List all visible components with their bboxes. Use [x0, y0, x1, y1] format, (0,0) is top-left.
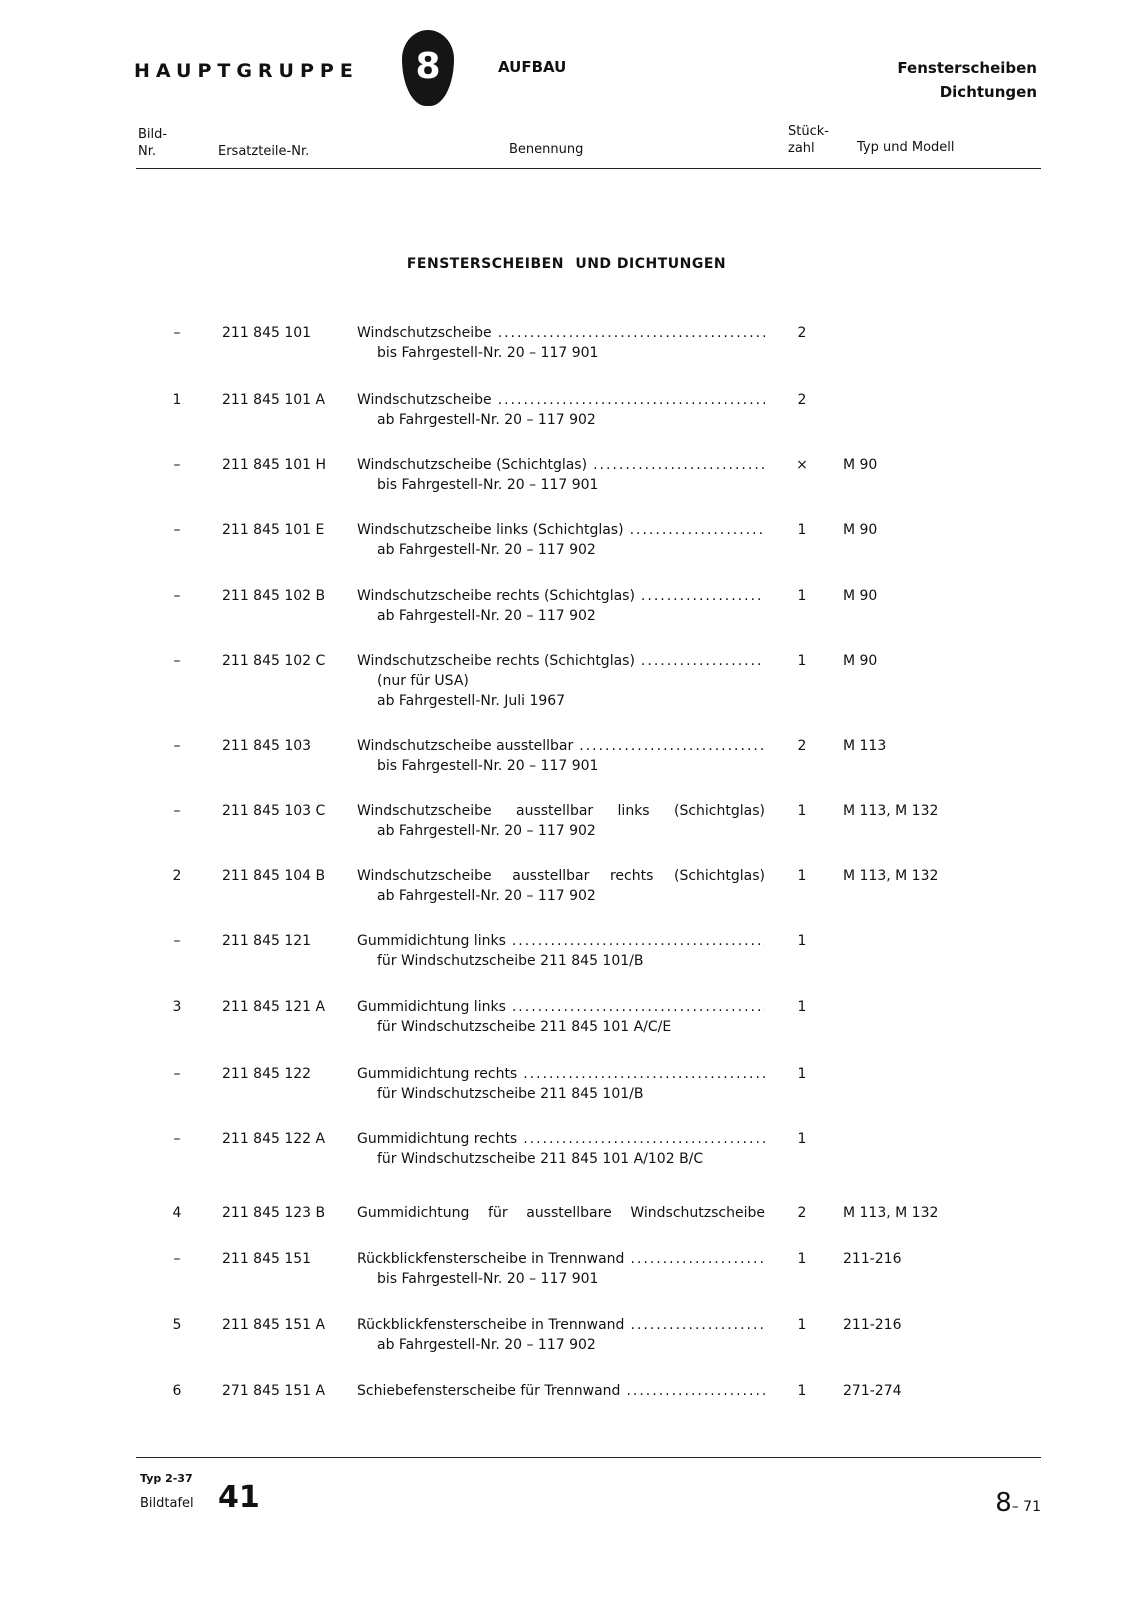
part-description-text: Gummidichtung rechts	[357, 1131, 518, 1147]
type-model: M 90	[843, 457, 878, 473]
part-description	[357, 455, 765, 495]
part-description-main	[357, 997, 765, 1017]
quantity: 1	[797, 653, 807, 669]
section-title-part2: UND DICHTUNGEN	[575, 256, 727, 272]
column-header-typ: Typ und Modell	[857, 140, 955, 155]
part-description-main	[357, 1381, 765, 1401]
bild-number: –	[173, 1066, 181, 1082]
part-description	[357, 736, 765, 776]
description-word: ausstellbare	[526, 1205, 612, 1221]
section-heading-line1: Fensterscheiben	[897, 59, 1037, 77]
column-header-stueck-line2: zahl	[788, 141, 815, 156]
part-description-text	[357, 866, 765, 886]
category-label: AUFBAU	[498, 58, 567, 76]
page-number-suffix: – 71	[1011, 1499, 1041, 1515]
part-description	[357, 997, 765, 1037]
part-description-note: ab Fahrgestell-Nr. Juli 1967	[377, 693, 566, 709]
quantity: 1	[797, 1317, 807, 1333]
part-description-note: für Windschutzscheibe 211 845 101/B	[377, 1086, 644, 1102]
description-word: Windschutzscheibe	[630, 1205, 765, 1221]
part-description-main	[357, 1315, 765, 1335]
part-description-text: Windschutzscheibe rechts (Schichtglas)	[357, 588, 635, 604]
quantity: 1	[797, 1066, 807, 1082]
part-description-text: Windschutzscheibe	[357, 325, 492, 341]
leader-dots	[641, 586, 765, 606]
part-description-note: ab Fahrgestell-Nr. 20 – 117 902	[377, 1337, 596, 1353]
part-description-main	[357, 866, 765, 886]
part-description-main	[357, 1064, 765, 1084]
footer-rule	[136, 1457, 1041, 1458]
part-description-text: Windschutzscheibe	[357, 392, 492, 408]
part-description-text	[357, 801, 765, 821]
part-description-main	[357, 801, 765, 821]
type-model: 211-216	[843, 1317, 902, 1333]
part-description-note: ab Fahrgestell-Nr. 20 – 117 902	[377, 542, 596, 558]
part-number: 211 845 101 A	[222, 392, 326, 408]
part-number: 211 845 102 C	[222, 653, 326, 669]
leader-dots	[498, 390, 765, 410]
header-rule	[136, 168, 1041, 169]
type-model: M 113, M 132	[843, 868, 939, 884]
part-number: 211 845 151	[222, 1251, 312, 1267]
page-number	[995, 1488, 1041, 1518]
leader-dots	[630, 520, 765, 540]
quantity: 2	[797, 325, 807, 341]
part-number: 211 845 102 B	[222, 588, 326, 604]
column-header-stueckzahl	[788, 123, 829, 157]
part-description-text: Gummidichtung links	[357, 933, 506, 949]
bild-number: –	[173, 522, 181, 538]
quantity: 2	[797, 392, 807, 408]
quantity: 1	[797, 1383, 807, 1399]
type-model: M 90	[843, 653, 878, 669]
description-word: Windschutzscheibe	[357, 868, 492, 884]
description-word: Gummidichtung	[357, 1205, 470, 1221]
description-word: ausstellbar	[516, 803, 594, 819]
description-word: ausstellbar	[512, 868, 590, 884]
bild-number: –	[173, 738, 181, 754]
part-number: 211 845 122 A	[222, 1131, 326, 1147]
bild-number: –	[173, 1251, 181, 1267]
part-description-main	[357, 323, 765, 343]
part-description-main	[357, 1203, 765, 1223]
leader-dots	[630, 1249, 765, 1269]
description-word: Windschutzscheibe	[357, 803, 492, 819]
leader-dots	[498, 323, 765, 343]
hauptgruppe-label: HAUPTGRUPPE	[134, 60, 359, 82]
part-number: 211 845 101 H	[222, 457, 327, 473]
bild-number: 2	[172, 868, 182, 884]
column-header-stueck-line1: Stück-	[788, 124, 829, 139]
bild-number: –	[173, 653, 181, 669]
quantity: 1	[797, 588, 807, 604]
group-number: 8	[415, 45, 441, 87]
part-description	[357, 586, 765, 626]
part-description-note: ab Fahrgestell-Nr. 20 – 117 902	[377, 608, 596, 624]
bild-number: 5	[172, 1317, 182, 1333]
leader-dots	[523, 1064, 765, 1084]
bild-number: 4	[172, 1205, 182, 1221]
part-description-main	[357, 586, 765, 606]
leader-dots	[593, 455, 765, 475]
group-number-badge	[402, 30, 454, 106]
part-description	[357, 1315, 765, 1355]
quantity: 2	[797, 738, 807, 754]
leader-dots	[512, 931, 765, 951]
part-number: 211 845 104 B	[222, 868, 326, 884]
part-description	[357, 1064, 765, 1104]
part-description	[357, 931, 765, 971]
leader-dots	[626, 1381, 765, 1401]
type-model: M 113, M 132	[843, 803, 939, 819]
part-description-note: ab Fahrgestell-Nr. 20 – 117 902	[377, 888, 596, 904]
description-word: (Schichtglas)	[674, 868, 765, 884]
quantity: 1	[797, 1131, 807, 1147]
column-header-ersatzteil: Ersatzteile-Nr.	[218, 144, 310, 159]
part-description	[357, 520, 765, 560]
bild-number: –	[173, 325, 181, 341]
part-description-text: Rückblickfensterscheibe in Trennwand	[357, 1317, 625, 1333]
part-description	[357, 1203, 765, 1223]
quantity: ×	[796, 457, 808, 473]
column-header-bild	[138, 126, 167, 160]
part-number: 211 845 122	[222, 1066, 312, 1082]
bild-number: 3	[172, 999, 182, 1015]
part-description-note: bis Fahrgestell-Nr. 20 – 117 901	[377, 1271, 599, 1287]
footer-bildtafel-label: Bildtafel	[140, 1496, 194, 1511]
footer-bildtafel-number: 41	[218, 1480, 260, 1515]
leader-dots	[641, 651, 765, 671]
part-description-main	[357, 390, 765, 410]
quantity: 2	[797, 1205, 807, 1221]
description-word: rechts	[609, 868, 654, 884]
part-description	[357, 651, 765, 711]
part-description-text: Schiebefensterscheibe für Trennwand	[357, 1383, 621, 1399]
type-model: 211-216	[843, 1251, 902, 1267]
part-description-note: (nur für USA)	[377, 673, 469, 689]
part-description-main	[357, 520, 765, 540]
footer-typ: Typ 2-37	[140, 1472, 193, 1485]
bild-number: –	[173, 588, 181, 604]
part-number: 211 845 121	[222, 933, 312, 949]
part-description-text: Windschutzscheibe ausstellbar	[357, 738, 574, 754]
section-heading-line2: Dichtungen	[939, 83, 1037, 101]
part-description-text: Gummidichtung rechts	[357, 1066, 518, 1082]
leader-dots	[630, 1315, 765, 1335]
part-description	[357, 1249, 765, 1289]
section-heading	[897, 56, 1037, 104]
bild-number: –	[173, 457, 181, 473]
part-number: 211 845 123 B	[222, 1205, 326, 1221]
part-description-main	[357, 651, 765, 671]
bild-number: 6	[172, 1383, 182, 1399]
part-description	[357, 801, 765, 841]
type-model: M 90	[843, 588, 878, 604]
part-description-text: Rückblickfensterscheibe in Trennwand	[357, 1251, 625, 1267]
part-number: 211 845 101	[222, 325, 312, 341]
quantity: 1	[797, 803, 807, 819]
part-number: 211 845 103 C	[222, 803, 326, 819]
part-description-note: für Windschutzscheibe 211 845 101 A/C/E	[377, 1019, 672, 1035]
part-description-main	[357, 736, 765, 756]
part-description	[357, 866, 765, 906]
section-title-part1: FENSTERSCHEIBEN	[406, 256, 564, 272]
part-description-text: Windschutzscheibe links (Schichtglas)	[357, 522, 624, 538]
part-description	[357, 390, 765, 430]
part-description	[357, 1381, 765, 1401]
type-model: M 90	[843, 522, 878, 538]
type-model: 271-274	[843, 1383, 902, 1399]
quantity: 1	[797, 933, 807, 949]
part-number: 211 845 151 A	[222, 1317, 326, 1333]
part-description-text: Gummidichtung links	[357, 999, 506, 1015]
part-number: 211 845 101 E	[222, 522, 325, 538]
leader-dots	[523, 1129, 765, 1149]
quantity: 1	[797, 1251, 807, 1267]
part-description	[357, 323, 765, 363]
bild-number: –	[173, 1131, 181, 1147]
part-number: 271 845 151 A	[222, 1383, 326, 1399]
part-description-main	[357, 455, 765, 475]
type-model: M 113	[843, 738, 887, 754]
part-number: 211 845 121 A	[222, 999, 326, 1015]
leader-dots	[512, 997, 765, 1017]
quantity: 1	[797, 868, 807, 884]
column-header-benennung: Benennung	[509, 142, 584, 157]
bild-number: 1	[172, 392, 182, 408]
leader-dots	[579, 736, 765, 756]
part-number: 211 845 103	[222, 738, 312, 754]
part-description	[357, 1129, 765, 1169]
quantity: 1	[797, 999, 807, 1015]
part-description-note: ab Fahrgestell-Nr. 20 – 117 902	[377, 823, 596, 839]
part-description-text	[357, 1203, 765, 1223]
column-header-bild-line1: Bild-	[138, 127, 168, 142]
bild-number: –	[173, 803, 181, 819]
part-description-main	[357, 931, 765, 951]
description-word: für	[488, 1205, 508, 1221]
part-description-note: bis Fahrgestell-Nr. 20 – 117 901	[377, 758, 599, 774]
part-description-note: für Windschutzscheibe 211 845 101/B	[377, 953, 644, 969]
column-header-bild-line2: Nr.	[138, 144, 157, 159]
section-title	[0, 256, 1133, 272]
part-description-text: Windschutzscheibe rechts (Schichtglas)	[357, 653, 635, 669]
part-description-note: bis Fahrgestell-Nr. 20 – 117 901	[377, 345, 599, 361]
part-description-text: Windschutzscheibe (Schichtglas)	[357, 457, 588, 473]
quantity: 1	[797, 522, 807, 538]
part-description-main	[357, 1249, 765, 1269]
part-description-main	[357, 1129, 765, 1149]
type-model: M 113, M 132	[843, 1205, 939, 1221]
description-word: links	[617, 803, 650, 819]
page-number-main: 8	[995, 1488, 1012, 1518]
description-word: (Schichtglas)	[673, 803, 765, 819]
part-description-note: ab Fahrgestell-Nr. 20 – 117 902	[377, 412, 596, 428]
bild-number: –	[173, 933, 181, 949]
part-description-note: für Windschutzscheibe 211 845 101 A/102 B/C	[377, 1151, 704, 1167]
part-description-note: bis Fahrgestell-Nr. 20 – 117 901	[377, 477, 599, 493]
